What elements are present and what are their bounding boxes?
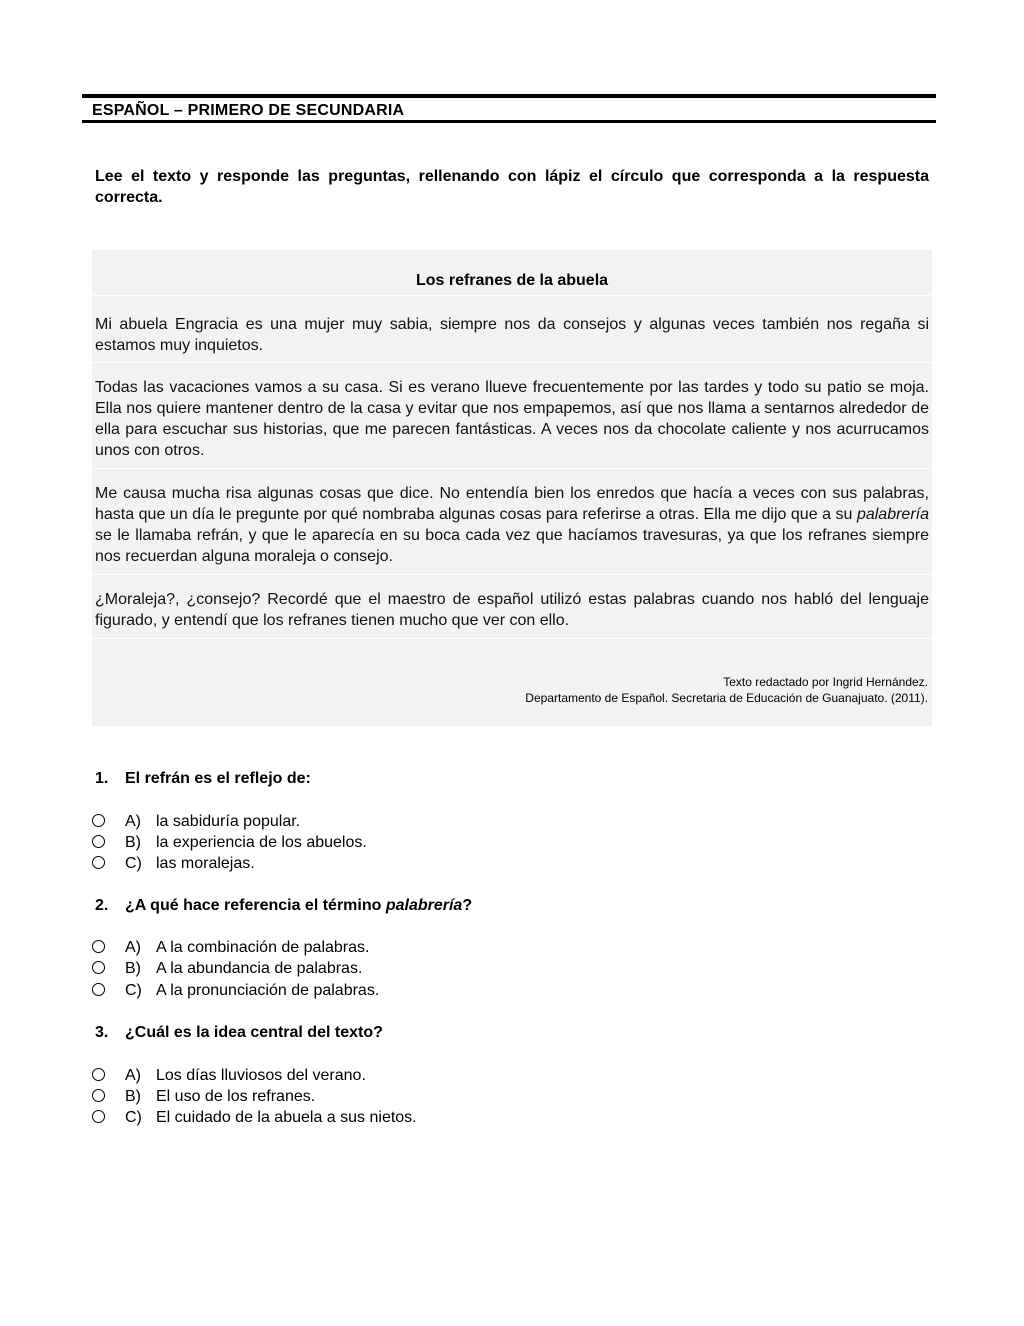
answer-circle-icon[interactable]: [92, 961, 105, 974]
paragraph-3-text-a: Me causa mucha risa algunas cosas que dice. No entendía bien los enredos que hacía a veces con sus palabras, hasta que un día le pregunte por qué nombraba algunas cosas para referirse a otras. Ella me dijo que a su: [95, 485, 929, 523]
reading-title: Los refranes de la abuela: [415, 272, 609, 289]
credit-source: Departamento de Español. Secretaria de Educación de Guanajuato. (2011).: [525, 691, 928, 705]
header-title: ESPAÑOL – PRIMERO DE SECUNDARIA: [92, 102, 405, 119]
question-number: 3.: [95, 1024, 109, 1041]
paragraph-3-text-b: se le llamaba refrán, y que le aparecía en su boca cada vez que hacíamos travesuras, ya que los refranes siempre nos recuerdan alguna moraleja o consejo.: [95, 527, 929, 565]
credit-author: Texto redactado por Ingrid Hernández.: [723, 675, 928, 689]
paragraph-3: [95, 483, 929, 567]
question-text-a: ¿A qué hace referencia el término: [125, 897, 386, 914]
page-header: [82, 94, 936, 123]
answer-circle-icon[interactable]: [92, 1089, 105, 1102]
answer-circle-icon[interactable]: [92, 835, 105, 848]
paragraph-divider: [92, 638, 932, 639]
question-text-b: ?: [462, 897, 473, 914]
paragraph-4: ¿Moraleja?, ¿consejo? Recordé que el maestro de español utilizó estas palabras cuando nos habló del lenguaje figurado, y entendí que los refranes tienen mucho que ver con ello.: [95, 591, 929, 629]
answer-circle-icon[interactable]: [92, 1110, 105, 1123]
paragraph-divider: [92, 574, 932, 575]
option-letter: B): [125, 960, 141, 977]
option-letter: B): [125, 834, 141, 851]
question-emphasis: palabrería: [385, 897, 463, 914]
question-number: 2.: [95, 897, 109, 914]
answer-circle-icon[interactable]: [92, 856, 105, 869]
paragraph-divider: [92, 362, 932, 363]
question-text: ¿Cuál es la idea central del texto?: [125, 1024, 383, 1041]
question-number: 1.: [95, 770, 109, 787]
answer-circle-icon[interactable]: [92, 983, 105, 996]
option-letter: B): [125, 1088, 141, 1105]
answer-circle-icon[interactable]: [92, 940, 105, 953]
title-divider: [92, 295, 932, 296]
option-text: la sabiduría popular.: [156, 813, 301, 830]
option-text: El cuidado de la abuela a sus nietos.: [156, 1109, 417, 1126]
option-letter: C): [125, 1109, 142, 1126]
option-text: A la pronunciación de palabras.: [156, 982, 380, 999]
paragraph-3-emphasis: palabrería: [856, 506, 929, 523]
option-text: Los días lluviosos del verano.: [156, 1067, 366, 1084]
question-1: [95, 770, 311, 788]
reading-passage: [92, 250, 932, 726]
paragraph-2: Todas las vacaciones vamos a su casa. Si es verano llueve frecuentemente por las tardes y todo su patio se moja. Ella nos quiere mantener dentro de la casa y evitar que nos empapemos, así que nos llama a sentarnos alrededor de ella para escuchar sus historias, que me parecen fantásticas. A veces nos da chocolate caliente y nos acurrucamos unos con otros.: [95, 379, 929, 459]
answer-circle-icon[interactable]: [92, 1068, 105, 1081]
option-letter: A): [125, 1067, 141, 1084]
option-text: A la combinación de palabras.: [156, 939, 370, 956]
option-text: la experiencia de los abuelos.: [156, 834, 367, 851]
option-letter: C): [125, 855, 142, 872]
instructions: Lee el texto y responde las preguntas, rellenando con lápiz el círculo que corresponda a la respuesta correcta.: [95, 168, 929, 206]
option-letter: A): [125, 939, 141, 956]
question-text: El refrán es el reflejo de:: [125, 770, 311, 787]
option-letter: C): [125, 982, 142, 999]
option-text: A la abundancia de palabras.: [156, 960, 363, 977]
question-3: [95, 1024, 383, 1042]
paragraph-divider: [92, 468, 932, 469]
answer-circle-icon[interactable]: [92, 814, 105, 827]
option-letter: A): [125, 813, 141, 830]
question-2: [95, 897, 472, 915]
paragraph-1: Mi abuela Engracia es una mujer muy sabia, siempre nos da consejos y algunas veces también nos regaña si estamos muy inquietos.: [95, 316, 929, 354]
option-text: las moralejas.: [156, 855, 255, 872]
option-text: El uso de los refranes.: [156, 1088, 316, 1105]
